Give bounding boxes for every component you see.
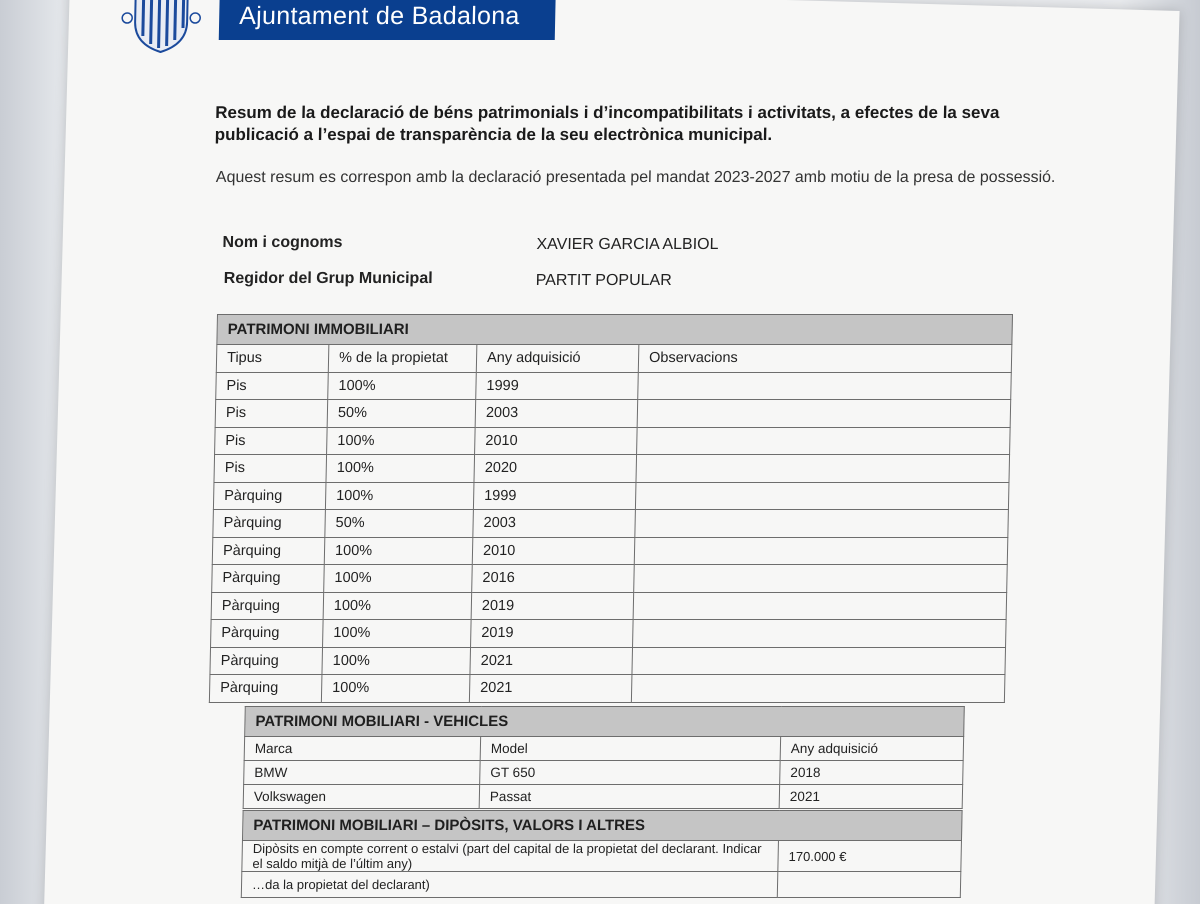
table-cell: 2019 (471, 620, 634, 648)
table-cell: Pàrquing (212, 565, 325, 593)
vehicles-heading: PATRIMONI MOBILIARI - VEHICLES (245, 707, 965, 737)
table-cell: Pàrquing (211, 620, 324, 648)
table-cell (777, 872, 961, 898)
table-cell: Pàrquing (213, 509, 326, 537)
table-row (241, 872, 961, 898)
table-row (242, 841, 962, 872)
table-cell: Pàrquing (212, 537, 325, 565)
table-cell: 2016 (472, 565, 635, 593)
table-cell (638, 372, 1012, 400)
column-header: Any adquisició (780, 737, 964, 761)
table-cell (637, 427, 1011, 455)
table-cell: Volkswagen (243, 785, 480, 809)
table-cell (631, 675, 1005, 703)
table-cell: Pàrquing (210, 647, 323, 675)
table-cell: 100% (324, 565, 473, 593)
table-row (210, 647, 1006, 675)
table-cell (633, 620, 1007, 648)
table-row (211, 620, 1007, 648)
table-cell: BMW (244, 761, 481, 785)
column-header: Observacions (638, 345, 1012, 373)
table-cell (637, 400, 1011, 428)
table-row (209, 675, 1005, 703)
table-cell: 2019 (471, 592, 634, 620)
table-row (215, 427, 1011, 455)
table-cell: 2018 (780, 761, 964, 785)
table-cell: 2021 (470, 647, 633, 675)
column-header: Marca (244, 737, 481, 761)
table-cell: Dipòsits en compte corrent o estalvi (part del capital de la propietat del declarant. Indicar el saldo mitjà de l’últim any) (242, 841, 779, 872)
table-cell: GT 650 (480, 761, 781, 785)
table-cell: 100% (326, 455, 475, 483)
table-header-row (244, 737, 964, 761)
table-cell: Pàrquing (213, 482, 326, 510)
table-cell (635, 510, 1009, 538)
table-cell: Pis (216, 372, 329, 400)
name-label: Nom i cognoms (222, 234, 343, 252)
table-cell: 100% (323, 592, 472, 620)
table-cell: 1999 (476, 372, 639, 400)
column-header: Tipus (216, 345, 329, 373)
real-estate-table (209, 314, 1013, 703)
table-row (216, 372, 1012, 400)
table-row (215, 400, 1011, 428)
table-row (212, 565, 1008, 593)
column-header: % de la propietat (328, 345, 477, 373)
vehicles-table (243, 706, 965, 809)
table-row (211, 592, 1007, 620)
table-cell (635, 482, 1009, 510)
organization-header: Ajuntament de Badalona (219, 0, 556, 40)
table-row (243, 785, 963, 809)
table-cell: Pis (215, 400, 328, 428)
document-intro: Aquest resum es correspon amb la declaració presentada pel mandat 2023-2027 amb motiu de la presa de possessió. (215, 169, 1056, 186)
table-cell: 2003 (473, 510, 636, 538)
group-label: Regidor del Grup Municipal (223, 270, 433, 287)
table-cell: 100% (327, 427, 476, 455)
real-estate-heading: PATRIMONI IMMOBILIARI (217, 315, 1013, 345)
badalona-coat-of-arms-icon (120, 0, 201, 54)
table-cell: 2020 (474, 455, 637, 483)
deposits-heading: PATRIMONI MOBILIARI – DIPÒSITS, VALORS I ALTRES (242, 811, 962, 841)
table-cell: Pàrquing (209, 675, 322, 703)
table-cell (633, 592, 1007, 620)
table-cell: 100% (321, 675, 470, 703)
group-value: PARTIT POPULAR (535, 272, 672, 289)
document-content (50, 0, 1180, 904)
table-cell: 1999 (473, 482, 636, 510)
document-title: Resum de la declaració de béns patrimonials i d’incompatibilitats i activitats, a efectes de la seva publicació a l’espai de transparència de la seu electrònica municipal. (214, 103, 1000, 144)
table-cell: 2021 (779, 785, 963, 809)
name-value: XAVIER GARCIA ALBIOL (536, 236, 719, 253)
table-cell: 2021 (469, 675, 632, 703)
table-cell: 100% (322, 647, 471, 675)
table-header-row (216, 345, 1012, 373)
table-cell: Passat (479, 785, 780, 809)
table-row (212, 537, 1008, 565)
column-header: Any adquisició (476, 345, 639, 373)
table-cell (634, 537, 1008, 565)
table-cell: 2003 (475, 400, 638, 428)
table-cell: 50% (327, 400, 476, 428)
column-header: Model (480, 737, 781, 761)
table-cell: Pis (214, 455, 327, 483)
table-row (213, 482, 1009, 510)
table-cell: Pàrquing (211, 592, 324, 620)
table-cell: Pis (215, 427, 328, 455)
table-row (214, 455, 1010, 483)
table-cell (636, 455, 1010, 483)
table-cell: 2010 (472, 537, 635, 565)
table-row (213, 510, 1009, 538)
table-cell: 100% (324, 537, 473, 565)
deposits-table (241, 810, 963, 898)
table-cell: 2010 (475, 427, 638, 455)
table-cell: 100% (323, 620, 472, 648)
table-cell: …da la propietat del declarant) (241, 872, 778, 898)
table-row (244, 761, 964, 785)
table-cell: 170.000 € (778, 841, 962, 872)
table-cell: 100% (328, 372, 477, 400)
table-cell (634, 565, 1008, 593)
table-cell: 100% (325, 482, 474, 510)
table-cell: 50% (325, 509, 474, 537)
table-cell (632, 647, 1006, 675)
document-page (44, 0, 1180, 904)
